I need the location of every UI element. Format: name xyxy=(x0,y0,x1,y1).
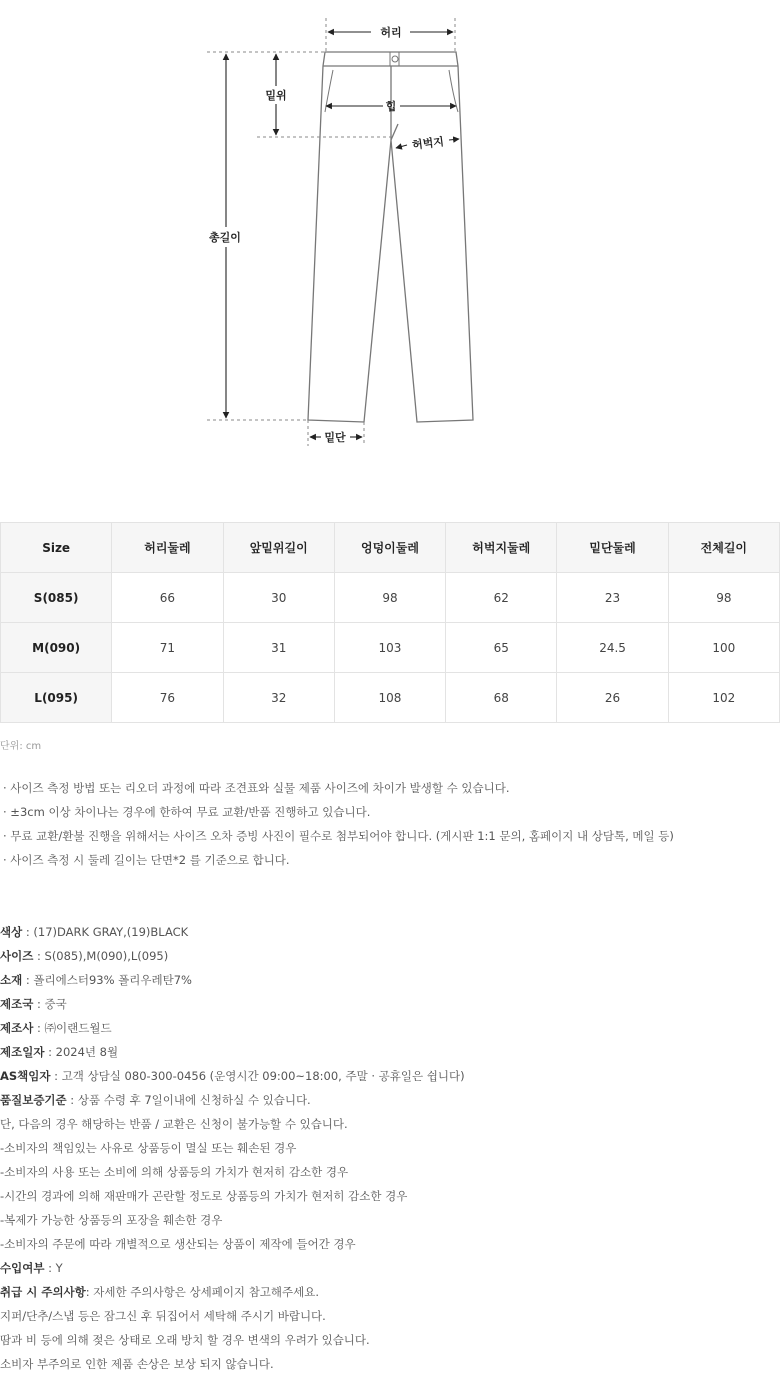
header-cell: 허리둘레 xyxy=(112,523,223,573)
table-row xyxy=(1,573,780,623)
header-cell: 엉덩이둘레 xyxy=(334,523,445,573)
product-info xyxy=(0,920,780,1376)
info-row xyxy=(0,1304,780,1328)
info-key: 소재 xyxy=(0,973,23,987)
table-cell: 31 xyxy=(223,623,334,673)
header-cell: 앞밑위길이 xyxy=(223,523,334,573)
table-cell: 30 xyxy=(223,573,334,623)
table-header-row xyxy=(1,523,780,573)
table-cell: 100 xyxy=(668,623,779,673)
total-length-label: 총길이 xyxy=(209,231,241,244)
info-key: 제조일자 xyxy=(0,1045,45,1059)
table-cell: 102 xyxy=(668,673,779,723)
table-cell: 68 xyxy=(446,673,557,723)
table-cell: 32 xyxy=(223,673,334,723)
info-row xyxy=(0,1160,780,1184)
info-value: : Y xyxy=(44,1261,63,1275)
note-item: · 사이즈 측정 방법 또는 리오더 과정에 따라 조견표와 실물 제품 사이즈에 차이가 발생할 수 있습니다. xyxy=(3,781,510,795)
info-row xyxy=(0,1016,780,1040)
header-cell: 허벅지둘레 xyxy=(446,523,557,573)
info-row xyxy=(0,944,780,968)
info-value: : 2024년 8월 xyxy=(44,1045,119,1059)
unit-label: 단위: cm xyxy=(0,741,42,752)
table-cell: 65 xyxy=(446,623,557,673)
table-cell: 103 xyxy=(334,623,445,673)
table-cell: 98 xyxy=(668,573,779,623)
info-value: : (17)DARK GRAY,(19)BLACK xyxy=(22,925,189,939)
hem-label: 밑단 xyxy=(324,431,346,444)
info-value: 지퍼/단추/스냅 등은 잠그신 후 뒤집어서 세탁해 주시기 바랍니다. xyxy=(0,1309,326,1323)
info-key: 사이즈 xyxy=(0,949,34,963)
table-cell: 108 xyxy=(334,673,445,723)
rise-label: 밑위 xyxy=(265,89,287,102)
info-key: 수입여부 xyxy=(0,1261,45,1275)
info-row xyxy=(0,968,780,992)
thigh-label: 허벅지 xyxy=(411,135,445,152)
info-row xyxy=(0,1352,780,1376)
table-row xyxy=(1,673,780,723)
info-row xyxy=(0,920,780,944)
info-row xyxy=(0,1088,780,1112)
size-cell: L(095) xyxy=(1,673,112,723)
info-value: 소비자 부주의로 인한 제품 손상은 보상 되지 않습니다. xyxy=(0,1357,274,1371)
info-value: : 고객 상담실 080-300-0456 (운영시간 09:00~18:00, 주말 · 공휴일은 쉽니다) xyxy=(50,1069,465,1083)
size-notes xyxy=(3,776,674,872)
table-cell: 98 xyxy=(334,573,445,623)
info-value: -시간의 경과에 의해 재판매가 곤란할 정도로 상품등의 가치가 현저히 감소한 경우 xyxy=(0,1189,408,1203)
table-row xyxy=(1,623,780,673)
info-value: -소비자의 책임있는 사유로 상품등이 멸실 또는 훼손된 경우 xyxy=(0,1141,297,1155)
info-row xyxy=(0,1232,780,1256)
info-value: 단, 다음의 경우 해당하는 반품 / 교환은 신청이 불가능할 수 있습니다. xyxy=(0,1117,348,1131)
info-value: 땀과 비 등에 의해 젖은 상태로 오래 방치 할 경우 변색의 우려가 있습니다. xyxy=(0,1333,370,1347)
info-row xyxy=(0,1136,780,1160)
size-table xyxy=(0,522,780,723)
table-cell: 66 xyxy=(112,573,223,623)
waist-label: 허리 xyxy=(380,26,402,39)
info-value: -복제가 가능한 상품등의 포장을 훼손한 경우 xyxy=(0,1213,223,1227)
table-cell: 62 xyxy=(446,573,557,623)
info-key: 색상 xyxy=(0,925,23,939)
info-value: : S(085),M(090),L(095) xyxy=(33,949,169,963)
info-value: : ㈜이랜드월드 xyxy=(33,1021,112,1035)
note-item: · ±3cm 이상 차이나는 경우에 한하여 무료 교환/반품 진행하고 있습니다. xyxy=(3,805,371,819)
info-value: : 상품 수령 후 7일이내에 신청하실 수 있습니다. xyxy=(66,1093,311,1107)
table-cell: 24.5 xyxy=(557,623,668,673)
info-value: : 자세한 주의사항은 상세페이지 참고해주세요. xyxy=(85,1285,320,1299)
table-cell: 26 xyxy=(557,673,668,723)
info-row xyxy=(0,1256,780,1280)
hip-label: 힙 xyxy=(385,100,397,113)
info-row xyxy=(0,992,780,1016)
info-key: 제조국 xyxy=(0,997,34,1011)
info-key: AS책임자 xyxy=(0,1069,51,1083)
note-item: · 무료 교환/환불 진행을 위해서는 사이즈 오차 증빙 사진이 필수로 첨부되어야 합니다. (게시판 1:1 문의, 홈페이지 내 상담톡, 메일 등) xyxy=(3,829,674,843)
pants-measurement-diagram xyxy=(0,0,780,470)
table-cell: 23 xyxy=(557,573,668,623)
info-key: 품질보증기준 xyxy=(0,1093,67,1107)
size-cell: M(090) xyxy=(1,623,112,673)
table-cell: 71 xyxy=(112,623,223,673)
info-key: 제조사 xyxy=(0,1021,34,1035)
header-cell: Size xyxy=(1,523,112,573)
info-value: -소비자의 주문에 따라 개별적으로 생산되는 상품이 제작에 들어간 경우 xyxy=(0,1237,356,1251)
info-value: : 폴리에스터93% 폴리우레탄7% xyxy=(22,973,192,987)
info-key: 취급 시 주의사항 xyxy=(0,1285,86,1299)
size-cell: S(085) xyxy=(1,573,112,623)
measure-arrows xyxy=(226,32,459,437)
info-row xyxy=(0,1328,780,1352)
info-value: -소비자의 사용 또는 소비에 의해 상품등의 가치가 현저히 감소한 경우 xyxy=(0,1165,349,1179)
info-row xyxy=(0,1040,780,1064)
info-row xyxy=(0,1184,780,1208)
table-cell: 76 xyxy=(112,673,223,723)
header-cell: 전체길이 xyxy=(668,523,779,573)
header-cell: 밑단둘레 xyxy=(557,523,668,573)
note-item: · 사이즈 측정 시 둘레 길이는 단면*2 를 기준으로 합니다. xyxy=(3,853,290,867)
info-row xyxy=(0,1208,780,1232)
info-value: : 중국 xyxy=(33,997,67,1011)
info-row xyxy=(0,1064,780,1088)
info-row xyxy=(0,1112,780,1136)
info-row xyxy=(0,1280,780,1304)
